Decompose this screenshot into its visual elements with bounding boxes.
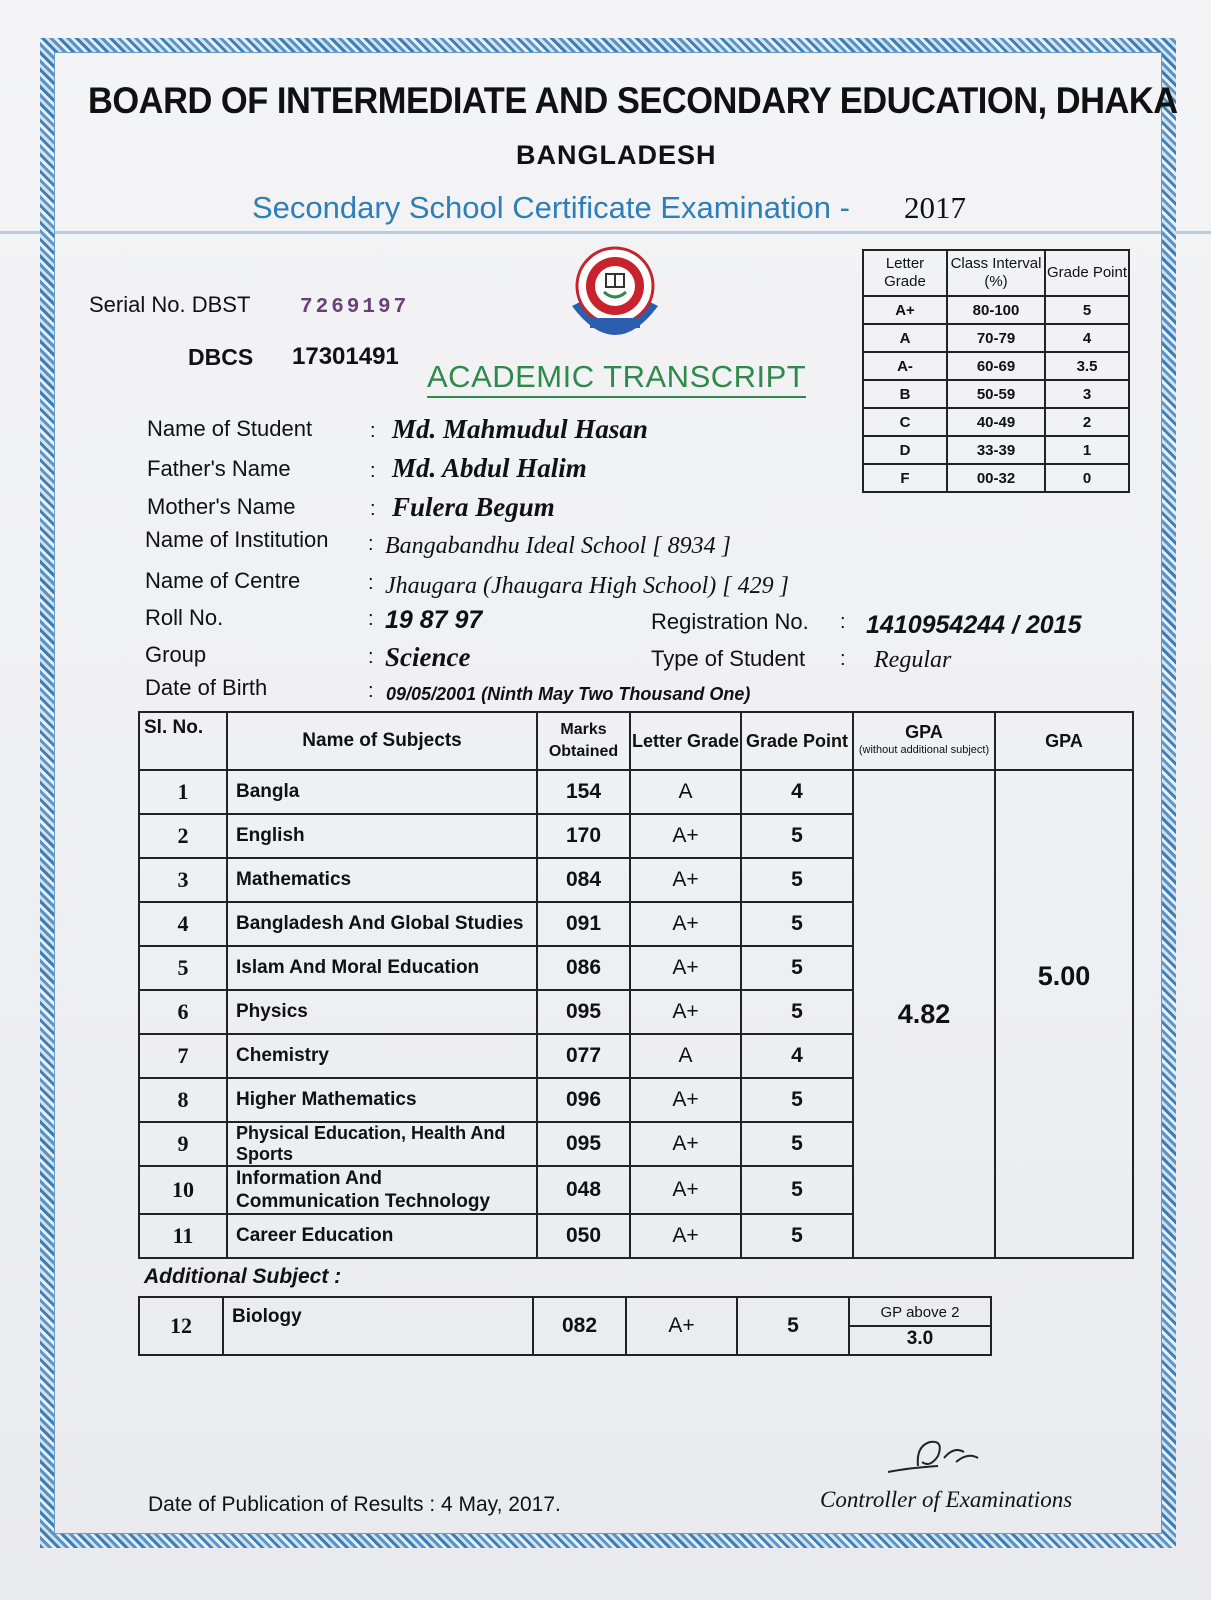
sl-no: 12 bbox=[139, 1297, 223, 1355]
grade-point: 5 bbox=[741, 1166, 853, 1214]
father-name: Md. Abdul Halim bbox=[392, 453, 587, 483]
grading-row bbox=[863, 436, 1129, 464]
grade-point: 5 bbox=[737, 1297, 849, 1355]
board-title: BOARD OF INTERMEDIATE AND SECONDARY EDUCATION, DHAKA bbox=[88, 80, 1178, 121]
colon: : bbox=[370, 460, 376, 482]
grading-cell: 50-59 bbox=[947, 380, 1045, 408]
sl-no: 10 bbox=[139, 1166, 227, 1214]
additional-subject-label: Additional Subject : bbox=[144, 1265, 342, 1288]
exam-year: 2017 bbox=[904, 190, 966, 225]
header-gpa: GPA bbox=[995, 712, 1133, 770]
subject-name: Career Education bbox=[227, 1214, 537, 1258]
header-gpa-without-note: (without additional subject) bbox=[858, 744, 990, 756]
student-name: Md. Mahmudul Hasan bbox=[392, 414, 648, 444]
date-of-birth: 09/05/2001 (Ninth May Two Thousand One) bbox=[386, 684, 751, 704]
centre-label: Name of Centre bbox=[145, 568, 301, 593]
colon: : bbox=[840, 648, 846, 670]
grading-cell: 4 bbox=[1045, 324, 1129, 352]
grading-header-cell: Grade Point bbox=[1045, 250, 1129, 296]
grading-header-cell: Class Interval (%) bbox=[947, 250, 1045, 296]
table-row bbox=[139, 770, 1133, 814]
grading-cell: C bbox=[863, 408, 947, 436]
colon: : bbox=[370, 498, 376, 520]
subject-name: Bangla bbox=[227, 770, 537, 814]
subject-name: Physics bbox=[227, 990, 537, 1034]
letter-grade: A+ bbox=[630, 946, 741, 990]
grading-cell: 5 bbox=[1045, 296, 1129, 324]
sl-no: 6 bbox=[139, 990, 227, 1034]
student-type-label: Type of Student bbox=[651, 646, 806, 671]
grading-cell: 1 bbox=[1045, 436, 1129, 464]
marks-table bbox=[138, 711, 1134, 1259]
registration-number: 1410954244 / 2015 bbox=[866, 611, 1082, 639]
sl-no: 9 bbox=[139, 1122, 227, 1166]
sl-no: 3 bbox=[139, 858, 227, 902]
colon: : bbox=[840, 611, 846, 633]
header-sl: Sl. No. bbox=[139, 712, 227, 770]
sl-no: 8 bbox=[139, 1078, 227, 1122]
colon: : bbox=[368, 533, 374, 555]
header-letter bbox=[630, 712, 741, 770]
sl-no: 1 bbox=[139, 770, 227, 814]
sl-no: 4 bbox=[139, 902, 227, 946]
grading-cell: A bbox=[863, 324, 947, 352]
grading-row bbox=[863, 296, 1129, 324]
serial-number: 7269197 bbox=[300, 296, 410, 319]
letter-grade: A+ bbox=[626, 1297, 737, 1355]
group-value: Science bbox=[385, 642, 471, 672]
father-name-label: Father's Name bbox=[147, 456, 291, 481]
letter-grade: A+ bbox=[630, 990, 741, 1034]
marks-obtained: 077 bbox=[537, 1034, 630, 1078]
grade-point: 5 bbox=[741, 858, 853, 902]
grading-row bbox=[863, 352, 1129, 380]
header-point-text: Grade Point bbox=[745, 731, 848, 751]
grading-cell: 3 bbox=[1045, 380, 1129, 408]
mother-name-label: Mother's Name bbox=[147, 494, 296, 519]
colon: : bbox=[368, 646, 374, 668]
grading-cell: 00-32 bbox=[947, 464, 1045, 492]
grade-point: 5 bbox=[741, 1078, 853, 1122]
marks-obtained: 091 bbox=[537, 902, 630, 946]
controller-title: Controller of Examinations bbox=[820, 1487, 1073, 1512]
subject-name: Mathematics bbox=[227, 858, 537, 902]
subject-name: Biology bbox=[223, 1297, 533, 1355]
letter-grade: A+ bbox=[630, 1166, 741, 1214]
header-letter-text: Letter Grade bbox=[631, 731, 740, 751]
marks-obtained: 048 bbox=[537, 1166, 630, 1214]
grading-header-cell: Letter Grade bbox=[863, 250, 947, 296]
grade-point: 5 bbox=[741, 902, 853, 946]
header-marks bbox=[537, 712, 630, 770]
serial-label: Serial No. DBST bbox=[89, 292, 251, 317]
grading-header-row bbox=[863, 250, 1129, 296]
header-gpa-without bbox=[853, 712, 995, 770]
header-marks-text: Marks Obtained bbox=[548, 721, 619, 760]
grade-point: 5 bbox=[741, 990, 853, 1034]
colon: : bbox=[368, 608, 374, 630]
dbcs-label: DBCS bbox=[188, 344, 254, 370]
grading-cell: B bbox=[863, 380, 947, 408]
letter-grade: A bbox=[630, 1034, 741, 1078]
marks-obtained: 095 bbox=[537, 1122, 630, 1166]
student-name-label: Name of Student bbox=[147, 416, 313, 441]
grading-cell: 40-49 bbox=[947, 408, 1045, 436]
document-title: ACADEMIC TRANSCRIPT bbox=[427, 359, 806, 398]
grading-scale-table bbox=[862, 249, 1130, 493]
marks-obtained: 096 bbox=[537, 1078, 630, 1122]
header-gpa-without-text: GPA bbox=[905, 722, 943, 742]
marks-obtained: 154 bbox=[537, 770, 630, 814]
subject-name: Higher Mathematics bbox=[227, 1078, 537, 1122]
colon: : bbox=[368, 572, 374, 594]
marks-obtained: 086 bbox=[537, 946, 630, 990]
grading-cell: 70-79 bbox=[947, 324, 1045, 352]
marks-obtained: 095 bbox=[537, 990, 630, 1034]
letter-grade: A+ bbox=[630, 902, 741, 946]
marks-obtained: 050 bbox=[537, 1214, 630, 1258]
subject-name: Chemistry bbox=[227, 1034, 537, 1078]
grade-point: 4 bbox=[741, 770, 853, 814]
grade-point: 4 bbox=[741, 1034, 853, 1078]
additional-subject-table bbox=[138, 1296, 992, 1356]
table-row bbox=[139, 1297, 991, 1355]
letter-grade: A bbox=[630, 770, 741, 814]
institution-name: Bangabandhu Ideal School [ 8934 ] bbox=[385, 533, 731, 559]
institution-label: Name of Institution bbox=[145, 527, 329, 552]
subject-name: Bangladesh And Global Studies bbox=[227, 902, 537, 946]
subject-name: Information And Communication Technology bbox=[227, 1166, 537, 1214]
colon: : bbox=[368, 680, 374, 702]
marks-obtained: 170 bbox=[537, 814, 630, 858]
grading-row bbox=[863, 464, 1129, 492]
exam-title: Secondary School Certificate Examination - bbox=[252, 190, 850, 225]
grade-point: 5 bbox=[741, 1214, 853, 1258]
gpa-total: 5.00 bbox=[995, 770, 1133, 1258]
header-point bbox=[741, 712, 853, 770]
subject-name: Islam And Moral Education bbox=[227, 946, 537, 990]
student-type: Regular bbox=[874, 647, 952, 673]
gp-above-cell bbox=[849, 1297, 991, 1355]
registration-label: Registration No. bbox=[651, 609, 809, 634]
grading-row bbox=[863, 408, 1129, 436]
grading-cell: D bbox=[863, 436, 947, 464]
marks-header-row bbox=[139, 712, 1133, 770]
grading-cell: F bbox=[863, 464, 947, 492]
grade-point: 5 bbox=[741, 814, 853, 858]
grading-cell: 60-69 bbox=[947, 352, 1045, 380]
sl-no: 5 bbox=[139, 946, 227, 990]
dbcs-number: 17301491 bbox=[292, 343, 399, 370]
gpa-without-additional: 4.82 bbox=[853, 770, 995, 1258]
letter-grade: A+ bbox=[630, 858, 741, 902]
marks-obtained: 082 bbox=[533, 1297, 626, 1355]
letter-grade: A+ bbox=[630, 1214, 741, 1258]
centre-name: Jhaugara (Jhaugara High School) [ 429 ] bbox=[385, 573, 789, 599]
marks-obtained: 084 bbox=[537, 858, 630, 902]
country-name: BANGLADESH bbox=[516, 140, 717, 170]
grade-point: 5 bbox=[741, 946, 853, 990]
letter-grade: A+ bbox=[630, 1122, 741, 1166]
grading-row bbox=[863, 380, 1129, 408]
mother-name: Fulera Begum bbox=[392, 492, 555, 522]
publication-date: Date of Publication of Results : 4 May, 2017. bbox=[148, 1493, 561, 1516]
roll-number: 19 87 97 bbox=[385, 606, 483, 634]
sl-no: 11 bbox=[139, 1214, 227, 1258]
roll-label: Roll No. bbox=[145, 605, 224, 630]
letter-grade: A+ bbox=[630, 814, 741, 858]
signature bbox=[878, 1432, 998, 1482]
letter-grade: A+ bbox=[630, 1078, 741, 1122]
gp-above-value: 3.0 bbox=[906, 1328, 934, 1349]
header-subject: Name of Subjects bbox=[227, 712, 537, 770]
grade-point: 5 bbox=[741, 1122, 853, 1166]
gp-above-label: GP above 2 bbox=[850, 1301, 990, 1327]
grading-row bbox=[863, 324, 1129, 352]
subject-name: English bbox=[227, 814, 537, 858]
dob-label: Date of Birth bbox=[145, 675, 268, 700]
colon: : bbox=[370, 420, 376, 442]
group-label: Group bbox=[145, 642, 207, 667]
sl-no: 7 bbox=[139, 1034, 227, 1078]
sl-no: 2 bbox=[139, 814, 227, 858]
grading-cell: A- bbox=[863, 352, 947, 380]
grading-cell: 80-100 bbox=[947, 296, 1045, 324]
grading-cell: 2 bbox=[1045, 408, 1129, 436]
subject-name: Physical Education, Health And Sports bbox=[227, 1122, 537, 1166]
grading-cell: 0 bbox=[1045, 464, 1129, 492]
board-seal-logo bbox=[562, 244, 668, 350]
grading-cell: 33-39 bbox=[947, 436, 1045, 464]
grading-cell: A+ bbox=[863, 296, 947, 324]
grading-cell: 3.5 bbox=[1045, 352, 1129, 380]
